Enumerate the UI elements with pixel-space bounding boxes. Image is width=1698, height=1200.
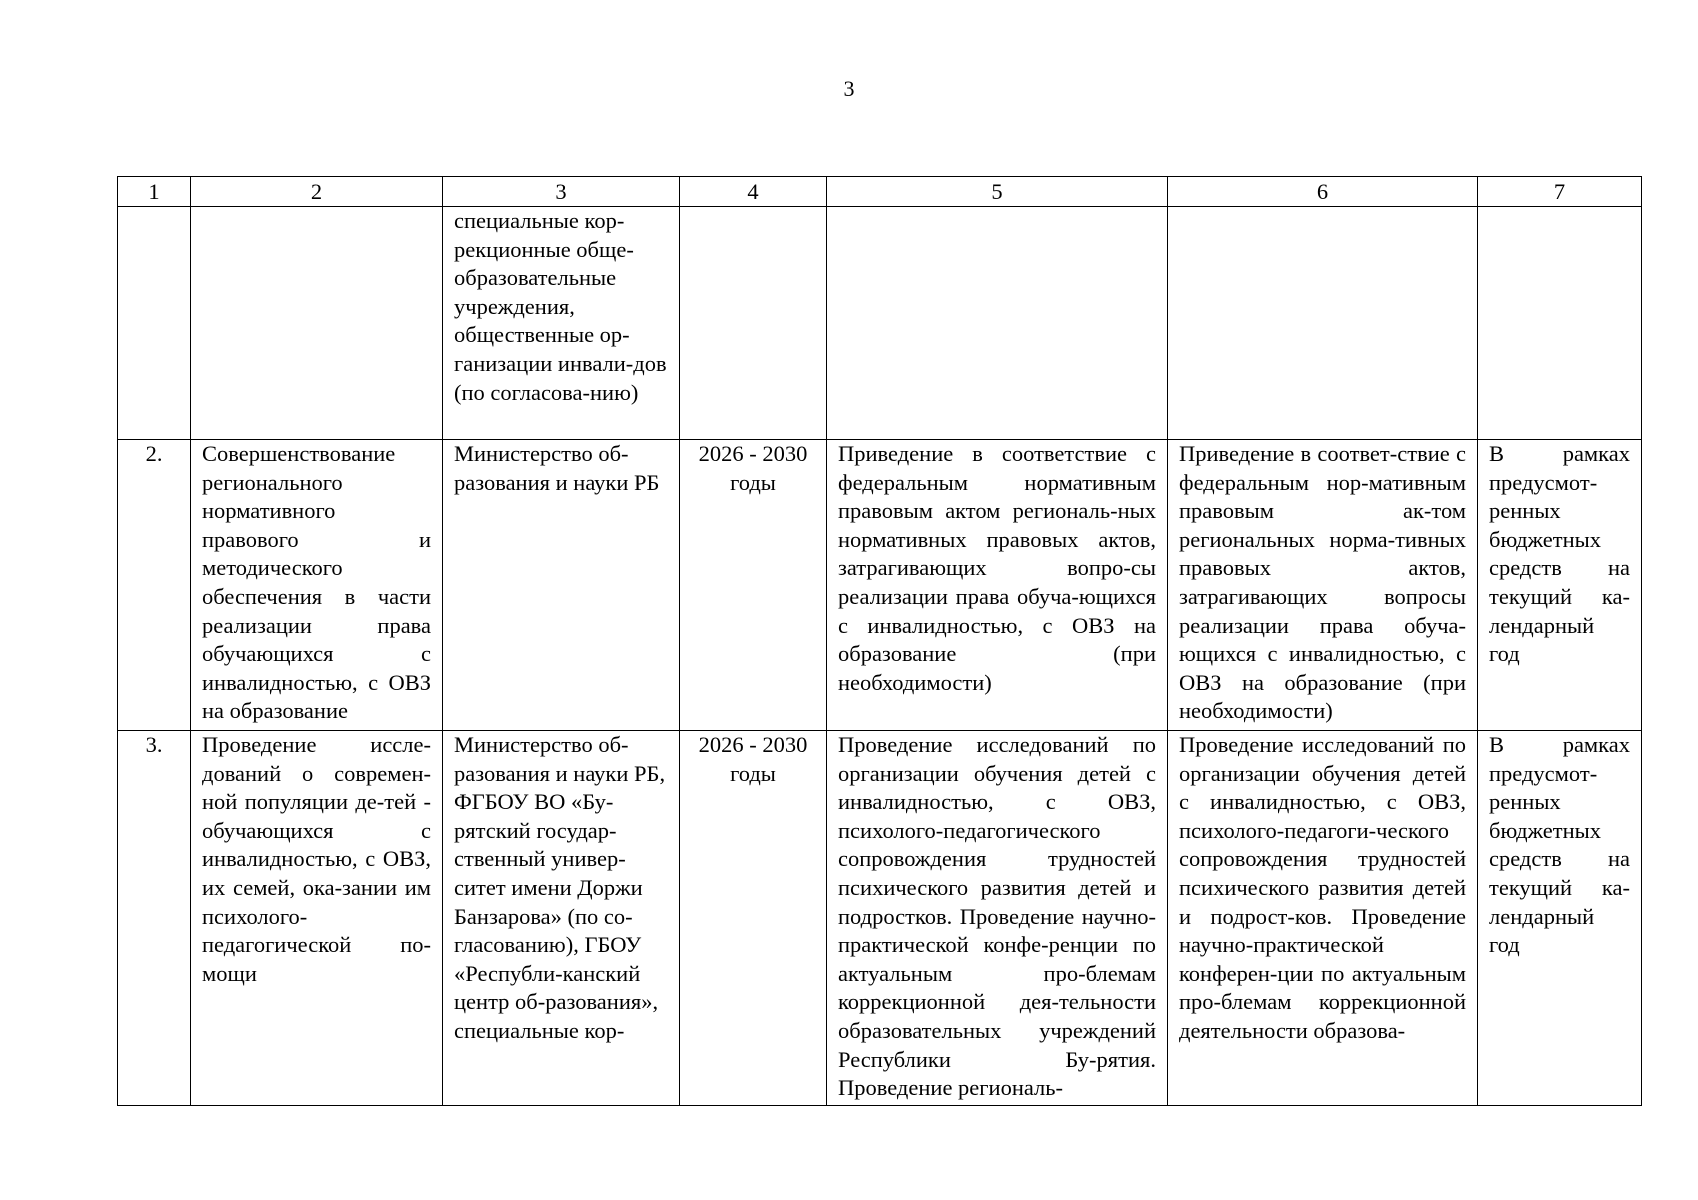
measures-table bbox=[117, 176, 1642, 1106]
table-row bbox=[118, 731, 1642, 1106]
cell-measure-name: Совершенствование регионального нормативного правового и методического обеспечения в части реализации права обучающихся с инвалидностью, с ОВЗ на образование bbox=[191, 440, 443, 731]
cell-empty bbox=[191, 207, 443, 440]
table-row-continued bbox=[118, 207, 1642, 440]
cell-number: 2. bbox=[118, 440, 191, 731]
header-col-3: 3 bbox=[443, 177, 680, 207]
cell-empty bbox=[118, 207, 191, 440]
table-row bbox=[118, 440, 1642, 731]
cell-empty bbox=[1478, 207, 1642, 440]
cell-indicator: Проведение исследований по организации обучения детей с инвалидностью, с ОВЗ, психолого-педагоги-ческого сопровождения трудностей психического развития детей и подрост-ков. Проведение научно-практической конферен-ции по актуальным про-блемам коррекционной деятельности образова- bbox=[1168, 731, 1478, 1106]
cell-number: 3. bbox=[118, 731, 191, 1106]
cell-responsible: Министерство об-разования и науки РБ, ФГБОУ ВО «Бу-рятский государ-ственный универ-ситет имени Доржи Банзарова» (по со-гласованию), ГБОУ «Республи-канский центр об-разования», специальные кор- bbox=[443, 731, 680, 1106]
cell-funding: В рамках предусмот-ренных бюджетных средств на текущий ка-лендарный год bbox=[1478, 731, 1642, 1106]
page-number: 3 bbox=[843, 76, 855, 101]
header-col-5: 5 bbox=[827, 177, 1168, 207]
cell-term: 2026 - 2030 годы bbox=[680, 440, 827, 731]
cell-result: Приведение в соответствие с федеральным нормативным правовым актом региональ-ных нормативных правовых актов, затрагивающих вопро-сы реализации права обуча-ющихся с инвалидностью, с ОВЗ на образование (при необходимости) bbox=[827, 440, 1168, 731]
header-col-2: 2 bbox=[191, 177, 443, 207]
header-row bbox=[118, 177, 1642, 207]
cell-empty bbox=[680, 207, 827, 440]
cell-result: Проведение исследований по организации обучения детей с инвалидностью, с ОВЗ, психолого-педагогического сопровождения трудностей психического развития детей и подростков. Проведение научно-практической конфе-ренции по актуальным про-блемам коррекционной дея-тельности образовательных учреждений Республики Бу-рятия. Проведение региональ- bbox=[827, 731, 1168, 1106]
header-col-7: 7 bbox=[1478, 177, 1642, 207]
header-col-1: 1 bbox=[118, 177, 191, 207]
header-col-6: 6 bbox=[1168, 177, 1478, 207]
header-col-4: 4 bbox=[680, 177, 827, 207]
cell-responsible-continued: специальные кор-рекционные обще-образовательные учреждения, общественные ор-ганизации инвали-дов (по согласова-нию) bbox=[443, 207, 680, 440]
cell-funding: В рамках предусмот-ренных бюджетных средств на текущий ка-лендарный год bbox=[1478, 440, 1642, 731]
cell-indicator: Приведение в соответ-ствие с федеральным нор-мативным правовым ак-том региональных норма-тивных правовых актов, затрагивающих вопросы реализации права обуча-ющихся с инвалидностью, с ОВЗ на образование (при необходимости) bbox=[1168, 440, 1478, 731]
cell-measure-name: Проведение иссле-дований о современ-ной популяции де-тей - обучающихся с инвалидностью, с ОВЗ, их семей, ока-зании им психолого-педагогической по-мощи bbox=[191, 731, 443, 1106]
cell-term: 2026 - 2030 годы bbox=[680, 731, 827, 1106]
cell-empty bbox=[827, 207, 1168, 440]
cell-responsible: Министерство об-разования и науки РБ bbox=[443, 440, 680, 731]
cell-empty bbox=[1168, 207, 1478, 440]
